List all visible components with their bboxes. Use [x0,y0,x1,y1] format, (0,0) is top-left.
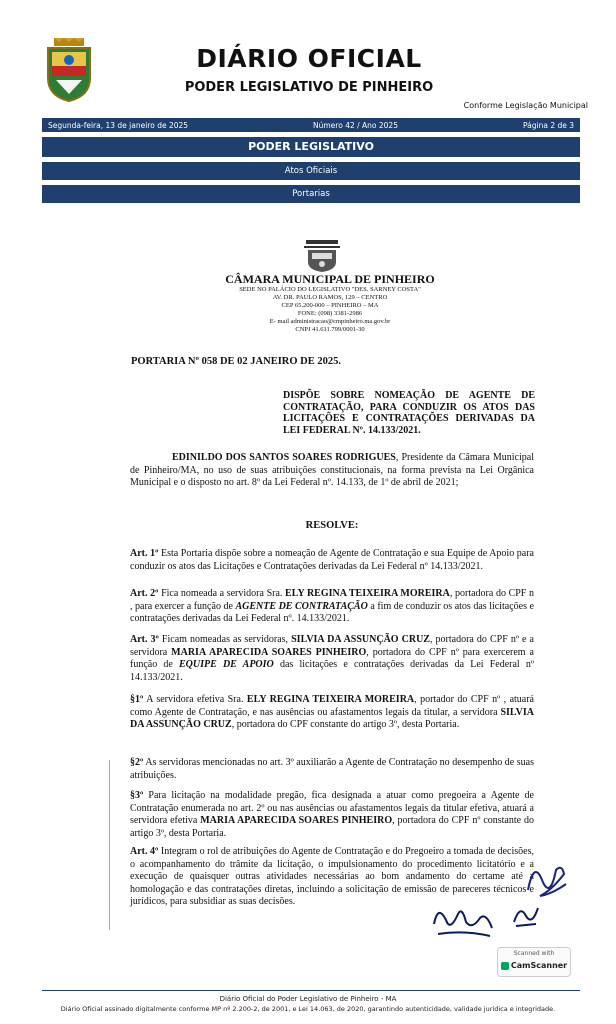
footer-title: Diário Oficial do Poder Legislativo de Pinheiro - MA [219,995,397,1003]
letterhead-line: E- mail administracao@cmpinheiro.ma.gov.br [269,318,391,325]
article-label: Art. 3º [130,634,159,645]
camscanner-logo-icon [501,962,509,970]
article-3 [130,634,534,684]
page-title: DIÁRIO OFICIAL [196,44,422,73]
paragraph-label: §1º [130,694,144,705]
article-text: a fim de conduzir os atos das licitações e contratações derivadas da Lei Federal nº. 14.133/2021. [130,600,534,624]
paragraph-1 [130,694,534,732]
paragraph-text: , portador do CPF nº , atuará como Agente de Contratação, e nas ausências ou afastamentos legais da titular, a servidora [130,694,535,718]
page-subtitle: PODER LEGISLATIVO DE PINHEIRO [184,80,434,95]
article-1 [130,548,534,573]
conformity-note: Conforme Legislação Municipal [463,101,588,110]
letterhead-line: SEDE NO PALÁCIO DO LEGISLATIVO "DES. SARNEY COSTA" [239,286,421,293]
servant-name: ELY REGINA TEIXEIRA MOREIRA [285,588,450,599]
paragraph-text: , portadora do CPF constante do artigo 3º, desta Portaria. [231,719,460,730]
issue-info-bar [42,118,580,132]
paragraph-text: , portadora do CPF nº constante do artigo 3º, desta Portaria. [130,815,534,839]
footer-divider [42,990,580,991]
article-text: Fica nomeada a servidora Sra. [158,588,286,599]
paragraph-label: §3º [130,790,144,801]
servant-name: MARIA APARECIDA SOARES PINHEIRO [200,815,393,826]
preamble-text: , Presidente da Câmara Municipal de Pinheiro/MA, no uso de suas atribuições constitucionais, na forma prevista na Lei Orgânica Municipal e o disposto no art. 8º da Lei Federal nº. 14.133, de 1º de abril de 2021; [130,452,534,488]
letterhead-name: CÂMARA MUNICIPAL DE PINHEIRO [225,272,435,286]
servant-name: SILVIA DA ASSUNÇÃO CRUZ [291,634,430,645]
resolve-heading: RESOLVE: [305,520,359,531]
servant-name: MARIA APARECIDA SOARES PINHEIRO [171,646,367,658]
article-text: Esta Portaria dispõe sobre a nomeação de Agente de Contratação e sua Equipe de Apoio para conduzir os atos das Licitações e Contratações derivadas da Lei Federal nº 14.133/2021. [130,548,534,572]
ementa: DISPÕE SOBRE NOMEAÇÃO DE AGENTE DE CONTRATAÇÃO, PARA CONDUZIR OS ATOS DAS LICITAÇÕES E CONTRATAÇÕES DERIVADAS DA LEI FEDERAL Nº. 14.133/2021. [283,390,535,436]
servant-name: SILVIA DA ASSUNÇÃO CRUZ [130,706,534,730]
page-number: Página 2 de 3 [522,120,574,130]
section-band-poder-legislativo: PODER LEGISLATIVO [42,137,580,157]
paragraph-label: §2º [130,757,144,768]
section-band-portarias: Portarias [42,185,580,203]
article-text: , portadora do CPF nº para exercerem a função de [130,646,534,670]
margin-line [109,760,110,930]
footer-legal: Diário Oficial assinado digitalmente conforme MP nº 2.200-2, de 2001, e Lei 14.063, de 2020, garantindo autenticidade, validade jurídica e integridade. [60,1005,556,1013]
camscanner-label: Scanned with [513,950,555,957]
president-name: EDINILDO DOS SANTOS SOARES RODRIGUES [172,452,396,463]
article-text: Ficam nomeadas as servidoras, [158,634,292,645]
paragraph-2 [130,757,534,782]
camscanner-brand [500,961,568,970]
letterhead-line: CEP 65.200-000 – PINHEIRO – MA [281,302,379,309]
article-text: , portadora do CPF n , para exercer a função de [130,588,535,612]
letterhead-address [200,286,460,334]
signature-icon [522,850,570,905]
camscanner-brand-text: CamScanner [510,961,568,970]
article-2 [130,588,534,626]
paragraph-text: Para licitação na modalidade pregão, fica designada a atuar como pregoeira a Agente de Contratação enumerada no art. 2º ou nas ausências ou afastamentos legais da titular efetiva, atuará a servidora efetiva [130,790,534,826]
article-label: Art. 2º [130,588,159,599]
article-text: Integram o rol de atribuições do Agente de Contratação e do Pregoeiro a tomada de decisões, o acompanhamento do trâmite da licitação, o impulsionamento do procedimento licitatório e a execução de quaisquer outras atividades necessárias ao bom andamento do certame até a homologação e das contratações diretas, incluindo a solicitação de emissão de pareceres técnicos e jurídicos, para subsidiar as suas decisões. [130,846,534,907]
paragraph-3 [130,790,534,840]
signature-icon [510,902,542,930]
letterhead-line: FONE: (098) 3381-2986 [297,310,363,317]
portaria-heading: PORTARIA Nº 058 DE 02 JANEIRO DE 2025. [131,356,341,367]
role-name: AGENTE DE CONTRATAÇÃO [235,600,368,612]
paragraph-text: As servidoras mencionadas no art. 3º auxiliarão a Agente de Contratação no desempenho de suas atribuições. [130,757,534,781]
preamble [130,452,534,490]
municipal-crest-icon [44,38,94,102]
article-label: Art. 4º [130,846,159,857]
letterhead-line: CNPJ 41.611.799/0001-30 [295,326,365,333]
article-text: , portadora do CPF nº e a servidora [130,634,534,658]
section-band-atos-oficiais: Atos Oficiais [42,162,580,180]
article-text: das licitações e contratações derivadas da Lei Federal nº 14.133/2021. [130,659,534,683]
issue-date: Segunda-feira, 13 de janeiro de 2025 [48,120,189,130]
paragraph-text: A servidora efetiva Sra. [143,694,247,705]
camara-emblem-icon [300,240,344,272]
letterhead-line: AV. DR. PAULO RAMOS, 129 – CENTRO [272,294,388,301]
article-label: Art. 1º [130,548,159,559]
issue-number: Número 42 / Ano 2025 [313,120,398,130]
signature-icon [428,900,498,940]
role-name: EQUIPE DE APOIO [179,659,274,670]
servant-name: ELY REGINA TEIXEIRA MOREIRA [246,694,415,705]
